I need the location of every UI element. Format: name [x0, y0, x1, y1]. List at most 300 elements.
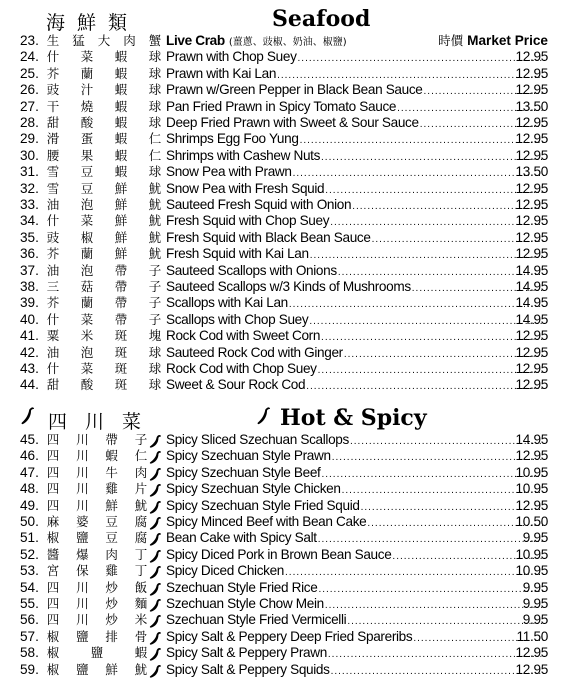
chinese-character: 鹽 [76, 530, 89, 546]
chinese-character: 麵 [134, 596, 148, 611]
chinese-character: 子 [148, 311, 162, 327]
item-english-label: Sauteed Scallops w/3 Kinds of Mushrooms [166, 279, 411, 294]
menu-item-row[interactable] [0, 295, 574, 311]
item-number: 31. [20, 164, 39, 180]
menu-item-row[interactable] [0, 662, 574, 678]
chinese-character: 魷 [134, 497, 148, 513]
item-price: 11.50 [516, 628, 548, 644]
chinese-character: 菜 [80, 361, 94, 376]
chinese-character: 蝦 [134, 645, 148, 661]
item-price: 13.50 [515, 98, 548, 114]
item-price: 12.95 [515, 49, 548, 65]
chinese-character: 帶 [114, 279, 128, 294]
price-market-label: Market Price [467, 33, 548, 48]
item-chinese-name [46, 164, 162, 180]
item-chinese-name [46, 230, 162, 246]
item-number: 52. [20, 546, 39, 562]
chinese-character: 蝦 [114, 131, 128, 147]
chinese-character: 排 [105, 628, 118, 644]
item-english-label: Sweet & Sour Rock Cod [166, 377, 306, 393]
menu-item-row[interactable] [0, 563, 574, 579]
chinese-character: 川 [76, 497, 89, 513]
menu-item-row[interactable] [0, 49, 574, 65]
chili-pepper-icon [256, 406, 274, 426]
item-number: 36. [20, 246, 39, 262]
chili-pepper-icon [20, 406, 38, 426]
item-english-label: Spicy Salt & Peppery Prawn [166, 645, 327, 661]
item-price: 10.95 [515, 563, 548, 579]
item-chinese-name [46, 448, 148, 464]
menu-item-row[interactable] [0, 230, 574, 246]
chinese-character: 蝦 [114, 164, 128, 180]
menu-item-row[interactable] [0, 481, 574, 497]
item-number: 23. [20, 33, 39, 48]
chinese-character: 鮮 [114, 180, 128, 196]
item-number: 24. [20, 49, 39, 65]
menu-item-row[interactable] [0, 148, 574, 164]
chili-pepper-icon [148, 450, 164, 464]
item-chinese-name [46, 312, 162, 328]
item-number: 50. [20, 514, 39, 529]
chinese-character: 川 [76, 481, 89, 497]
chinese-character: 豆 [80, 180, 94, 196]
item-chinese-name [46, 82, 162, 98]
item-english-label: Fresh Squid with Chop Suey [166, 213, 330, 229]
chinese-character: 斑 [114, 328, 128, 344]
menu-item-row[interactable] [0, 33, 574, 49]
chinese-character: 仁 [148, 131, 162, 147]
item-price: 12.95 [515, 180, 548, 196]
chili-pepper-icon [148, 467, 164, 481]
chinese-character: 油 [46, 262, 60, 278]
item-price: 12.95 [515, 661, 548, 677]
item-chinese-name [46, 279, 162, 295]
item-chinese-name [46, 514, 148, 530]
chinese-character: 川 [76, 464, 89, 480]
chinese-character: 豉 [46, 82, 60, 98]
item-price: 14.95 [515, 311, 548, 327]
chinese-character: 斑 [114, 377, 128, 393]
menu-item-row[interactable] [0, 361, 574, 377]
item-chinese-name [46, 33, 162, 49]
item-english-label: Shrimps Egg Foo Yung [166, 131, 299, 147]
item-chinese-name [46, 629, 148, 645]
menu-item-row[interactable] [0, 530, 574, 546]
item-english-label: Scallops with Chop Suey [166, 311, 309, 327]
chinese-character: 菜 [80, 311, 94, 327]
item-price: 12.95 [515, 115, 548, 130]
chinese-character: 腰 [46, 147, 60, 163]
menu-item-row[interactable] [0, 246, 574, 262]
item-english-label: Snow Pea with Prawn [166, 164, 292, 180]
item-chinese-name [46, 345, 162, 361]
chinese-character: 鹽 [76, 628, 89, 644]
chinese-character: 酸 [80, 377, 94, 393]
chinese-character: 魷 [148, 213, 162, 229]
menu-item-row[interactable] [0, 66, 574, 82]
item-english-label: Rock Cod with Sweet Corn [166, 328, 321, 344]
chinese-character: 蝦 [114, 98, 128, 114]
item-price: 9.95 [522, 530, 548, 546]
item-chinese-name [46, 645, 148, 661]
chinese-character: 四 [46, 432, 60, 447]
item-number: 55. [20, 596, 39, 611]
item-chinese-name [46, 530, 148, 546]
chinese-character: 生 [46, 33, 60, 48]
chinese-character: 保 [76, 563, 89, 579]
item-english-label: Spicy Szechuan Style Beef [166, 464, 321, 480]
item-chinese-name [46, 662, 148, 678]
chinese-character: 鹽 [76, 661, 89, 677]
item-chinese-name [46, 99, 162, 115]
chinese-character: 子 [134, 432, 148, 447]
item-english-label: Spicy Minced Beef with Bean Cake [166, 514, 367, 529]
item-chinese-name [46, 295, 162, 311]
chinese-character: 芥 [46, 295, 60, 311]
item-english-label: Spicy Szechuan Style Fried Squid [166, 497, 360, 513]
item-english-label: Spicy Sliced Szechuan Scallops [166, 432, 349, 447]
item-number: 53. [20, 563, 39, 579]
chinese-character: 果 [80, 147, 94, 163]
spicy-title-chinese: 四川菜 [48, 411, 160, 433]
chinese-character: 塊 [148, 328, 162, 344]
chinese-character: 仁 [134, 448, 148, 464]
chinese-character: 椒 [46, 628, 60, 644]
chinese-character: 肉 [134, 464, 148, 480]
item-english-label: Spicy Salt & Peppery Deep Fried Spareribs [166, 628, 413, 644]
item-price: 10.95 [515, 481, 548, 497]
item-english-label: Deep Fried Prawn with Sweet & Sour Sauce [166, 115, 419, 130]
item-english-label: Spicy Diced Chicken [166, 563, 285, 579]
chinese-character: 腐 [134, 514, 148, 529]
chinese-character: 川 [76, 596, 89, 611]
chinese-character: 雞 [105, 563, 118, 579]
menu-item-row[interactable] [0, 197, 574, 213]
item-english-label: Rock Cod with Chop Suey [166, 361, 317, 376]
chinese-character: 醬 [46, 546, 60, 562]
menu-item-row[interactable] [0, 263, 574, 279]
item-number: 28. [20, 115, 39, 130]
chinese-character: 菜 [80, 213, 94, 229]
chinese-character: 川 [76, 448, 89, 464]
chinese-character: 泡 [80, 344, 94, 360]
item-price: 12.95 [515, 65, 548, 81]
chinese-character: 球 [148, 65, 162, 81]
chinese-character: 球 [148, 361, 162, 376]
item-number: 25. [20, 65, 39, 81]
item-english-label: Fresh Squid with Kai Lan [166, 246, 309, 262]
item-chinese-name [46, 361, 162, 377]
item-number: 33. [20, 197, 39, 212]
chinese-character: 鹽 [90, 645, 104, 661]
item-price: 9.95 [522, 579, 548, 595]
chinese-character: 鮮 [114, 229, 128, 245]
chinese-character: 四 [46, 612, 60, 628]
chinese-character: 魷 [148, 197, 162, 212]
chinese-character: 蘭 [80, 246, 94, 262]
chinese-character: 肉 [123, 33, 136, 48]
item-number: 51. [20, 530, 39, 546]
item-number: 38. [20, 279, 39, 294]
chinese-character: 蟹 [148, 33, 162, 48]
chinese-character: 四 [46, 464, 60, 480]
item-english-label: Live Crab [166, 33, 225, 48]
menu-item-row[interactable] [0, 279, 574, 295]
item-number: 58. [20, 645, 39, 661]
item-english-label: Spicy Szechuan Style Chicken [166, 481, 341, 497]
item-english-label: Prawn with Kai Lan [166, 65, 277, 81]
chinese-character: 雞 [105, 481, 118, 497]
chinese-character: 蝦 [114, 82, 128, 98]
chinese-character: 片 [134, 481, 148, 497]
chinese-character: 帶 [114, 311, 128, 327]
item-price: 12.95 [515, 448, 548, 464]
chili-pepper-icon [148, 500, 164, 514]
chinese-character: 芥 [46, 65, 60, 81]
chinese-character: 鮮 [105, 661, 118, 677]
menu-item-row[interactable] [0, 547, 574, 563]
seafood-title-english: Seafood [272, 6, 371, 32]
item-price: 12.95 [515, 229, 548, 245]
item-english-label: Shrimps with Cashew Nuts [166, 147, 321, 163]
chinese-character: 炒 [105, 579, 118, 595]
item-price: 12.95 [515, 131, 548, 147]
menu-item-row[interactable] [0, 131, 574, 147]
item-chinese-name [46, 115, 162, 131]
chinese-character: 四 [46, 481, 60, 497]
item-english-label: Sauteed Fresh Squid with Onion [166, 197, 352, 212]
chinese-character: 川 [76, 432, 89, 447]
item-number: 41. [20, 328, 39, 344]
chinese-character: 腐 [134, 530, 148, 546]
chinese-character: 帶 [105, 432, 118, 447]
item-english-label: Prawn w/Green Pepper in Black Bean Sauce [166, 82, 423, 98]
menu-item-row[interactable] [0, 580, 574, 596]
item-chinese-name [46, 580, 148, 596]
menu-item-row[interactable] [0, 213, 574, 229]
chinese-character: 四 [46, 448, 60, 464]
item-price: 12.95 [515, 645, 548, 661]
chinese-character: 油 [46, 344, 60, 360]
chinese-character: 酸 [80, 115, 94, 130]
chinese-character: 四 [46, 497, 60, 513]
item-chinese-name [46, 377, 162, 393]
chinese-character: 骨 [134, 628, 148, 644]
item-english-label: Szechuan Style Chow Mein [166, 596, 324, 611]
item-chinese-name [46, 197, 162, 213]
chinese-character: 球 [148, 164, 162, 180]
chinese-character: 大 [97, 33, 111, 48]
menu-item-row[interactable] [0, 596, 574, 612]
menu-item-row[interactable] [0, 164, 574, 180]
chinese-character: 鮮 [114, 213, 128, 229]
chili-pepper-icon [148, 483, 164, 497]
chinese-character: 帶 [114, 262, 128, 278]
item-number: 47. [20, 464, 39, 480]
menu-item-row[interactable] [0, 345, 574, 361]
chinese-character: 婆 [76, 514, 89, 529]
chinese-character: 球 [148, 115, 162, 130]
chinese-character: 蘭 [80, 295, 94, 311]
item-price: 12.95 [515, 344, 548, 360]
chinese-character: 球 [148, 49, 162, 65]
menu-item-row[interactable] [0, 328, 574, 344]
item-price: 10.95 [515, 546, 548, 562]
chili-pepper-icon [148, 549, 164, 563]
item-number: 59. [20, 661, 39, 677]
chinese-character: 蝦 [114, 49, 128, 65]
chili-pepper-icon [148, 598, 164, 612]
chinese-character: 麻 [46, 514, 60, 529]
item-chinese-name [46, 432, 148, 448]
item-number: 44. [20, 377, 39, 393]
item-english-label: Snow Pea with Fresh Squid [166, 180, 325, 196]
chinese-character: 川 [76, 579, 89, 595]
item-english-label: Spicy Diced Pork in Brown Bean Sauce [166, 546, 392, 562]
menu-item-row[interactable] [0, 465, 574, 481]
chinese-character: 鮮 [114, 246, 128, 262]
item-english-label: Scallops with Kai Lan [166, 295, 288, 311]
menu-item-row[interactable] [0, 645, 574, 661]
item-number: 57. [20, 628, 39, 644]
menu-item-row[interactable] [0, 612, 574, 628]
chinese-character: 蛋 [80, 131, 94, 147]
chili-pepper-icon [148, 664, 164, 678]
chinese-character: 猛 [72, 33, 85, 48]
item-english-label: Pan Fried Prawn in Spicy Tomato Sauce [166, 98, 397, 114]
menu-item-row[interactable] [0, 498, 574, 514]
chinese-character: 雪 [46, 180, 60, 196]
item-chinese-name [46, 181, 162, 197]
item-price: 14.95 [515, 279, 548, 294]
item-price: 12.95 [515, 246, 548, 262]
item-chinese-name [46, 481, 148, 497]
chinese-character: 滑 [46, 131, 60, 147]
item-price: 12.95 [515, 328, 548, 344]
chinese-character: 三 [46, 279, 60, 294]
chinese-character: 汁 [80, 82, 94, 98]
chinese-character: 豆 [105, 514, 118, 529]
item-price: 9.95 [522, 596, 548, 611]
item-english-name [166, 377, 546, 395]
item-chinese-name [46, 148, 162, 164]
chili-pepper-icon [148, 631, 164, 645]
item-chinese-name [46, 213, 162, 229]
chinese-character: 球 [148, 98, 162, 114]
chinese-character: 仁 [148, 147, 162, 163]
item-number: 40. [20, 311, 39, 327]
seafood-title-chinese: 海鮮類 [46, 12, 140, 34]
chinese-character: 菜 [80, 49, 94, 65]
chinese-character: 鮮 [114, 197, 128, 212]
item-english-label: Bean Cake with Spicy Salt [166, 530, 317, 546]
item-price: 12.95 [515, 82, 548, 98]
menu-item-row[interactable] [0, 432, 574, 448]
chinese-character: 椒 [46, 661, 60, 677]
menu-item-row[interactable] [0, 115, 574, 131]
chinese-character: 爆 [76, 546, 89, 562]
menu-item-row[interactable] [0, 629, 574, 645]
item-english-label: Sauteed Scallops with Onions [166, 262, 337, 278]
chinese-character: 蝦 [114, 147, 128, 163]
chinese-character: 米 [134, 612, 148, 628]
item-price: 10.95 [515, 464, 548, 480]
price-chinese-label: 時價 [438, 33, 464, 48]
chinese-character: 肉 [105, 546, 118, 562]
chinese-character: 炒 [105, 596, 118, 611]
chinese-character: 牛 [105, 464, 118, 480]
item-number: 35. [20, 229, 39, 245]
chinese-character: 球 [148, 344, 162, 360]
chili-pepper-icon [148, 582, 164, 596]
chili-pepper-icon [148, 434, 164, 448]
item-chinese-name [46, 131, 162, 147]
chinese-character: 丁 [134, 546, 148, 562]
item-price: 9.95 [522, 612, 548, 628]
item-english-label: Sauteed Rock Cod with Ginger [166, 344, 343, 360]
chinese-character: 帶 [114, 295, 128, 311]
chinese-character: 魷 [148, 246, 162, 262]
chinese-character: 甜 [46, 115, 60, 130]
chinese-character: 球 [148, 377, 162, 393]
item-number: 30. [20, 147, 39, 163]
chinese-character: 蘭 [80, 65, 94, 81]
chinese-character: 泡 [80, 262, 94, 278]
item-english-label: Spicy Salt & Peppery Squids [166, 661, 330, 677]
item-english-label: Spicy Szechuan Style Prawn [166, 448, 331, 464]
chinese-character: 蝦 [114, 115, 128, 130]
item-chinese-name [46, 66, 162, 82]
menu-item-row[interactable] [0, 514, 574, 530]
item-price: 14.95 [515, 262, 548, 278]
item-chinese-name [46, 547, 148, 563]
chinese-character: 川 [76, 612, 89, 628]
item-chinese-name [46, 563, 148, 579]
chinese-character: 雪 [46, 164, 60, 180]
item-chinese-name [46, 498, 148, 514]
item-chinese-name [46, 465, 148, 481]
chinese-character: 什 [46, 213, 60, 229]
chinese-character: 魷 [134, 661, 148, 677]
chinese-character: 丁 [134, 563, 148, 579]
item-number: 56. [20, 612, 39, 628]
chinese-character: 豆 [105, 530, 118, 546]
chinese-character: 子 [148, 262, 162, 278]
menu-item-row[interactable] [0, 82, 574, 98]
menu-item-row[interactable] [0, 181, 574, 197]
chinese-character: 四 [46, 579, 60, 595]
item-number: 48. [20, 481, 39, 497]
menu-item-row[interactable] [0, 99, 574, 115]
item-preparation-note: (薑蔥、豉椒、奶油、椒鹽) [228, 37, 347, 48]
item-english-label: Szechuan Style Fried Rice [166, 579, 318, 595]
item-chinese-name [46, 246, 162, 262]
chinese-character: 魷 [148, 229, 162, 245]
item-number: 49. [20, 497, 39, 513]
item-price: 12.95 [515, 377, 548, 393]
menu-item-row[interactable] [0, 312, 574, 328]
chinese-character: 椒 [46, 645, 60, 661]
chinese-character: 炒 [105, 612, 118, 628]
seafood-section-header [0, 4, 574, 34]
menu-item-row[interactable] [0, 377, 574, 393]
chinese-character: 斑 [114, 361, 128, 376]
item-number: 34. [20, 213, 39, 229]
menu-item-row[interactable] [0, 448, 574, 464]
chinese-character: 粟 [46, 328, 60, 344]
chinese-character: 蝦 [114, 65, 128, 81]
chili-pepper-icon [148, 614, 164, 628]
